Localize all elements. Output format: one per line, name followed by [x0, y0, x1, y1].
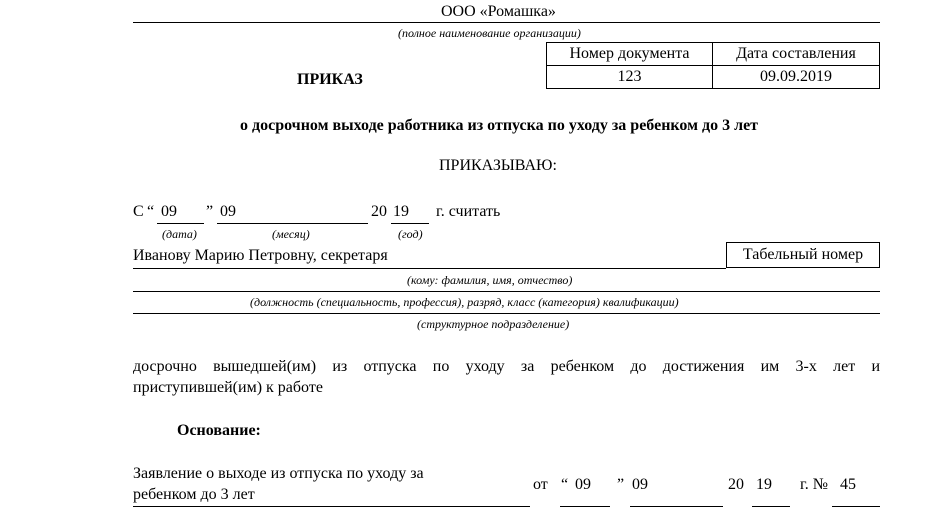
basis-year-prefix: 20 [728, 476, 744, 493]
date-open-quote: “ [147, 203, 155, 220]
basis-doc-line-1: Заявление о выходе из отпуска по уходу за [133, 465, 424, 482]
organization-name: ООО «Ромашка» [441, 3, 556, 20]
doc-date-value: 09.09.2019 [713, 66, 880, 89]
employee-name-caption: (кому: фамилия, имя, отчество) [407, 273, 573, 287]
department-caption: (структурное подразделение) [417, 317, 570, 331]
document-info-table [546, 42, 880, 89]
basis-month-underline [630, 506, 723, 507]
date-year-caption: (год) [398, 227, 423, 241]
organization-caption: (полное наименование организации) [398, 26, 581, 40]
date-month: 09 [220, 203, 236, 220]
date-month-caption: (месяц) [272, 227, 310, 241]
employee-name: Иванову Марию Петровну, секретаря [133, 247, 388, 264]
basis-number-prefix: г. № [800, 476, 829, 493]
basis-number: 45 [840, 476, 856, 493]
document-title: ПРИКАЗ [297, 71, 363, 88]
basis-day-underline [560, 506, 610, 507]
basis-close-quote: ” [617, 476, 625, 493]
doc-date-header: Дата составления [713, 43, 880, 66]
date-year: 19 [393, 203, 409, 220]
basis-from: от [533, 476, 548, 493]
doc-number-value: 123 [547, 66, 713, 89]
date-day-caption: (дата) [162, 227, 197, 241]
date-year-underline [391, 223, 429, 224]
organization-underline [133, 22, 880, 23]
doc-number-header: Номер документа [547, 43, 713, 66]
date-close-quote: ” [206, 203, 214, 220]
position-underline [133, 291, 880, 292]
employee-name-underline [133, 268, 726, 269]
document-subtitle: о досрочном выходе работника из отпуска по уходу за ребенком до 3 лет [240, 117, 759, 134]
basis-month: 09 [632, 476, 648, 493]
basis-doc-underline [133, 506, 530, 507]
date-month-underline [217, 223, 368, 224]
basis-label: Основание: [177, 422, 261, 439]
tab-number-box: Табельный номер [726, 242, 880, 268]
order-word: ПРИКАЗЫВАЮ: [439, 157, 557, 174]
basis-doc-line-2: ребенком до 3 лет [133, 486, 255, 503]
basis-year-underline [752, 506, 790, 507]
date-day: 09 [161, 203, 177, 220]
basis-year: 19 [756, 476, 772, 493]
date-day-underline [157, 223, 204, 224]
body-line-1: досрочно вышедшей(им) из отпуска по уходу за ребенком до достижения им 3-х лет и [133, 358, 880, 375]
date-year-prefix: 20 [371, 203, 387, 220]
basis-day: 09 [575, 476, 591, 493]
position-caption: (должность (специальность, профессия), разряд, класс (категория) квалификации) [250, 295, 679, 309]
basis-number-underline [832, 506, 880, 507]
date-suffix: г. считать [436, 203, 501, 220]
department-underline [133, 313, 880, 314]
basis-open-quote: “ [561, 476, 569, 493]
date-prefix: С [133, 203, 144, 220]
body-line-2: приступившей(им) к работе [133, 379, 323, 396]
